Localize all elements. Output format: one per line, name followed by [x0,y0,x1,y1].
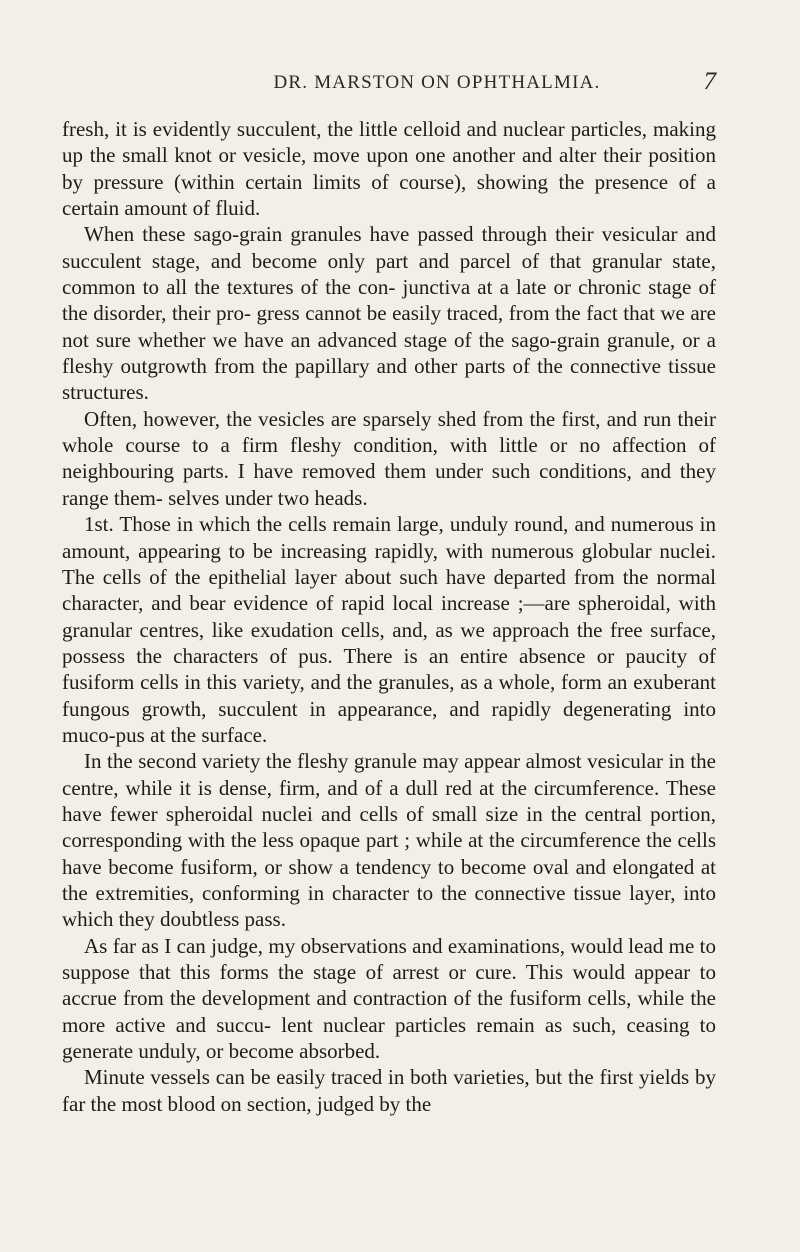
paragraph-minute-vessels: Minute vessels can be easily traced in both varieties, but the first yields by far the most blood on section, judged by the [62,1065,716,1116]
paragraph-vesicles-sparsely-shed: Often, however, the vesicles are sparsely shed from the first, and run their whole course to a firm fleshy condition, with little or no affection of neighbouring parts. I have removed them under such conditions, and they range them- selves under two heads. [62,406,716,510]
page-number: 7 [703,68,716,95]
paragraph-sago-grain-granules: When these sago-grain granules have passed through their vesicular and succulent stage, and become only part and parcel of that granular state, common to all the textures of the con- junctiva at a late or chronic stage of the disorder, their pro- gress cannot be easily traced, from the fact that we are not sure whether we have an advanced stage of the sago-grain granule, or a fleshy outgrowth from the papillary and other parts of the connective tissue structures. [62,222,716,405]
paragraph-continued: fresh, it is evidently succulent, the little celloid and nuclear particles, making up the small knot or vesicle, move upon one another and alter their position by pressure (within certain limits of course), showing the presence of a certain amount of fluid. [62,117,716,221]
body-text [62,116,716,1117]
running-title: DR. MARSTON ON OPHTHALMIA. [273,72,601,93]
paragraph-second-variety: In the second variety the fleshy granule may appear almost vesicular in the centre, while it is dense, firm, and of a dull red at the circumference. These have fewer spheroidal nuclei and cells of small size in the central portion, corresponding with the less opaque part ; while at the circumference the cells have become fusiform, or show a tendency to become oval and elongated at the extremities, conforming in character to the connective tissue layer, into which they doubtless pass. [62,749,716,932]
paragraph-stage-of-arrest: As far as I can judge, my observations and examinations, would lead me to suppose that this forms the stage of arrest or cure. This would appear to accrue from the development and contraction of the fusiform cells, while the more active and succu- lent nuclear particles remain as such, ceasing to generate unduly, or become absorbed. [62,933,716,1064]
running-header [62,68,716,116]
paragraph-first-variety: 1st. Those in which the cells remain large, unduly round, and numerous in amount, appearing to be increasing rapidly, with numerous globular nuclei. The cells of the epithelial layer about such have departed from the normal character, and bear evidence of rapid local increase ;—are spheroidal, with granular centres, like exudation cells, and, as we approach the free surface, possess the characters of pus. There is an entire absence or paucity of fusiform cells in this variety, and the granules, as a whole, form an exuberant fungous growth, succulent in appearance, and rapidly degenerating into muco-pus at the surface. [62,512,716,747]
